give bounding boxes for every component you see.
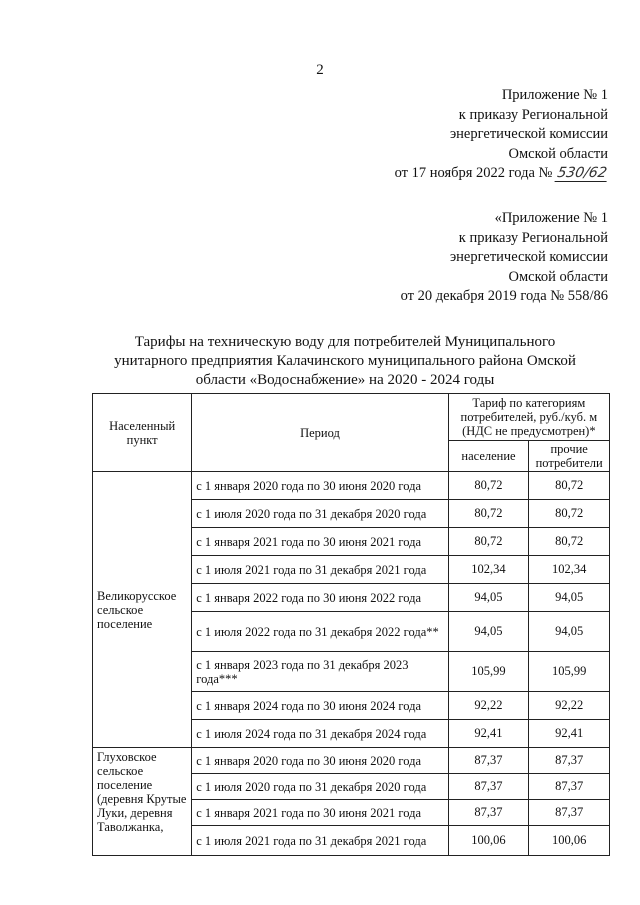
- appendix-date-line: [395, 164, 608, 184]
- header-period: Период: [192, 394, 448, 472]
- document-title: Тарифы на техническую воду для потребителей Муниципального унитарного предприятия Калачинского муниципального района Омской области «Водоснабжение» на 2020 - 2024 годы: [114, 334, 576, 388]
- others-tariff: 105,99: [529, 652, 610, 692]
- appendix-line: от 20 декабря 2019 года № 558/86: [400, 288, 608, 304]
- period-cell: с 1 июля 2021 года по 31 декабря 2021 года: [192, 556, 448, 584]
- population-tariff: 92,22: [448, 692, 529, 720]
- location-cell: Глуховское сельское поселение (деревня Крутые Луки, деревня Таволжанка,: [93, 748, 192, 856]
- population-tariff: 87,37: [448, 800, 529, 826]
- appendix-line: к приказу Региональной: [458, 106, 608, 123]
- population-tariff: 100,06: [448, 826, 529, 856]
- table-row: [93, 748, 610, 774]
- appendix-header-original: [401, 209, 608, 307]
- header-location: Населенный пункт: [93, 394, 192, 472]
- appendix-line: «Приложение № 1: [494, 210, 608, 226]
- page-number: 2: [316, 62, 324, 78]
- table-row: [93, 472, 610, 500]
- others-tariff: 92,41: [529, 720, 610, 748]
- others-tariff: 87,37: [529, 774, 610, 800]
- population-tariff: 92,41: [448, 720, 529, 748]
- population-tariff: 80,72: [448, 500, 529, 528]
- appendix-line: Омской области: [508, 268, 608, 285]
- others-tariff: 80,72: [529, 528, 610, 556]
- period-cell: с 1 января 2021 года по 30 июня 2021 года: [192, 800, 448, 826]
- population-tariff: 80,72: [448, 472, 529, 500]
- others-tariff: 102,34: [529, 556, 610, 584]
- population-tariff: 87,37: [448, 748, 529, 774]
- appendix-line: Омской области: [508, 145, 608, 162]
- others-tariff: 100,06: [529, 826, 610, 856]
- appendix-line: энергетической комиссии: [449, 126, 608, 142]
- others-tariff: 87,37: [529, 748, 610, 774]
- period-cell: с 1 июля 2020 года по 31 декабря 2020 года: [192, 774, 448, 800]
- appendix-line: энергетической комиссии: [449, 249, 608, 265]
- appendix-header-current: [395, 86, 608, 184]
- header-tariff: Тариф по категориям потребителей, руб./куб. м (НДС не предусмотрен)*: [448, 394, 609, 441]
- period-cell: с 1 января 2023 года по 31 декабря 2023 года***: [192, 652, 448, 692]
- others-tariff: 80,72: [529, 472, 610, 500]
- others-tariff: 92,22: [529, 692, 610, 720]
- population-tariff: 80,72: [448, 528, 529, 556]
- handwritten-order-number: 530/62: [556, 165, 609, 181]
- period-cell: с 1 июля 2022 года по 31 декабря 2022 года**: [192, 612, 448, 652]
- period-cell: с 1 января 2020 года по 30 июня 2020 года: [192, 472, 448, 500]
- period-cell: с 1 июля 2020 года по 31 декабря 2020 года: [192, 500, 448, 528]
- population-tariff: 102,34: [448, 556, 529, 584]
- period-cell: с 1 января 2021 года по 30 июня 2021 года: [192, 528, 448, 556]
- population-tariff: 105,99: [448, 652, 529, 692]
- appendix-line: к приказу Региональной: [458, 229, 608, 246]
- location-cell: Великорусское сельское поселение: [93, 472, 192, 748]
- population-tariff: 94,05: [448, 584, 529, 612]
- appendix-date: от 17 ноября 2022 года №: [394, 165, 553, 181]
- population-tariff: 87,37: [448, 774, 529, 800]
- appendix-line: Приложение № 1: [501, 87, 608, 103]
- others-tariff: 87,37: [529, 800, 610, 826]
- period-cell: с 1 июля 2024 года по 31 декабря 2024 года: [192, 720, 448, 748]
- period-cell: с 1 января 2022 года по 30 июня 2022 года: [192, 584, 448, 612]
- period-cell: с 1 июля 2021 года по 31 декабря 2021 года: [192, 826, 448, 856]
- others-tariff: 94,05: [529, 612, 610, 652]
- header-population: население: [448, 441, 529, 472]
- period-cell: с 1 января 2024 года по 30 июня 2024 года: [192, 692, 448, 720]
- header-others: прочие потребители: [529, 441, 610, 472]
- others-tariff: 80,72: [529, 500, 610, 528]
- period-cell: с 1 января 2020 года по 30 июня 2020 года: [192, 748, 448, 774]
- population-tariff: 94,05: [448, 612, 529, 652]
- others-tariff: 94,05: [529, 584, 610, 612]
- tariff-table: [92, 393, 610, 856]
